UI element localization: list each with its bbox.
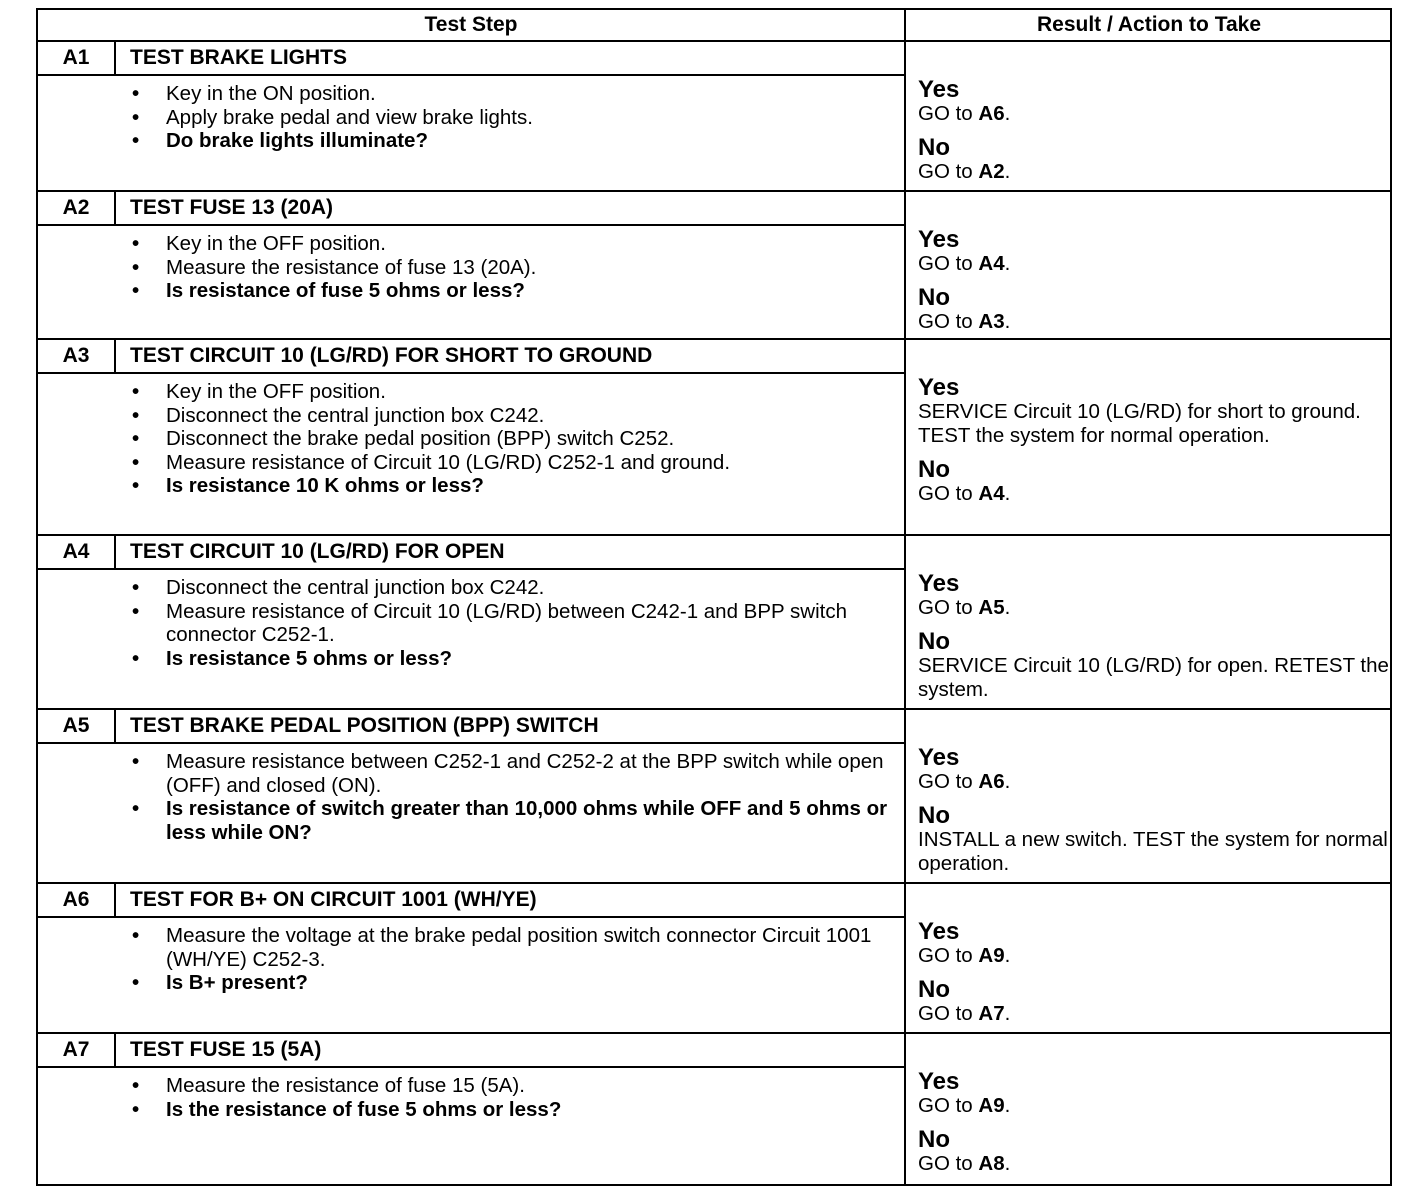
yes-action-text	[918, 102, 1390, 126]
step-title-bar	[38, 536, 904, 570]
step-instructions	[38, 340, 906, 534]
step-result	[906, 884, 1390, 1032]
yes-action-text	[918, 1094, 1390, 1118]
no-action-text	[918, 1152, 1390, 1176]
step-question: • Is B+ present?	[122, 971, 892, 995]
step-question: • Is resistance 10 K ohms or less?	[122, 474, 892, 498]
action-text: SERVICE Circuit 10 (LG/RD) for short to ground. TEST the system for normal operation.	[918, 400, 1361, 447]
step-row-a1	[38, 42, 1390, 192]
step-bullet-list	[122, 82, 892, 153]
yes-result	[918, 228, 1390, 276]
yes-label: Yes	[918, 570, 960, 597]
no-action-text	[918, 828, 1390, 876]
step-result	[906, 710, 1390, 882]
action-text: GO to	[918, 1094, 979, 1117]
step-instruction: • Measure the resistance of fuse 15 (5A).	[122, 1074, 892, 1098]
step-instruction: • Measure the resistance of fuse 13 (20A).	[122, 256, 892, 280]
step-title-bar	[38, 710, 904, 744]
step-question: • Do brake lights illuminate?	[122, 129, 892, 153]
action-text: GO to	[918, 770, 979, 793]
action-tail: .	[1004, 102, 1011, 125]
step-id: A4	[38, 536, 116, 568]
action-tail: .	[1004, 482, 1011, 505]
step-reference: A2	[978, 160, 1005, 183]
step-instruction: • Disconnect the central junction box C242.	[122, 404, 892, 428]
no-label: No	[918, 134, 950, 161]
no-result	[918, 136, 1390, 184]
step-row-a4	[38, 536, 1390, 710]
step-instruction: • Disconnect the brake pedal position (BPP) switch C252.	[122, 427, 892, 451]
yes-result	[918, 1070, 1390, 1118]
yes-label: Yes	[918, 1068, 960, 1095]
step-reference: A6	[978, 770, 1005, 793]
step-reference: A4	[978, 482, 1005, 505]
step-reference: A6	[978, 102, 1005, 125]
step-instructions	[38, 536, 906, 708]
step-id: A1	[38, 42, 116, 74]
yes-action-text	[918, 770, 1390, 794]
no-action-text	[918, 1002, 1390, 1026]
step-row-a2	[38, 192, 1390, 340]
action-text: GO to	[918, 596, 979, 619]
no-label: No	[918, 456, 950, 483]
yes-action-text	[918, 252, 1390, 276]
step-question: • Is resistance of fuse 5 ohms or less?	[122, 279, 892, 303]
no-action-text	[918, 654, 1390, 702]
step-bullet-list	[122, 750, 892, 844]
step-instructions	[38, 710, 906, 882]
step-question: • Is the resistance of fuse 5 ohms or less?	[122, 1098, 892, 1122]
step-id: A6	[38, 884, 116, 916]
yes-action-text	[918, 400, 1390, 448]
yes-label: Yes	[918, 374, 960, 401]
step-title-bar	[38, 42, 904, 76]
yes-result	[918, 78, 1390, 126]
step-title-bar	[38, 192, 904, 226]
no-label: No	[918, 802, 950, 829]
step-instruction: • Key in the ON position.	[122, 82, 892, 106]
step-question: • Is resistance 5 ohms or less?	[122, 647, 892, 671]
action-tail: .	[1004, 1094, 1011, 1117]
no-action-text	[918, 310, 1390, 334]
action-text: SERVICE Circuit 10 (LG/RD) for open. RETEST the system.	[918, 654, 1389, 701]
step-id: A7	[38, 1034, 116, 1066]
step-title: TEST FOR B+ ON CIRCUIT 1001 (WH/YE)	[130, 888, 537, 911]
action-tail: .	[1004, 1152, 1011, 1175]
step-instructions	[38, 1034, 906, 1186]
step-bullet-list	[122, 1074, 892, 1121]
step-reference: A9	[978, 944, 1005, 967]
yes-label: Yes	[918, 744, 960, 771]
step-row-a7	[38, 1034, 1390, 1186]
action-text: GO to	[918, 160, 979, 183]
yes-label: Yes	[918, 918, 960, 945]
step-id: A3	[38, 340, 116, 372]
diagnostic-table	[36, 8, 1392, 1186]
action-text: INSTALL a new switch. TEST the system for normal operation.	[918, 828, 1388, 875]
no-result	[918, 458, 1390, 506]
step-result	[906, 192, 1390, 338]
action-tail: .	[1004, 252, 1011, 275]
step-id: A2	[38, 192, 116, 224]
step-row-a6	[38, 884, 1390, 1034]
yes-label: Yes	[918, 226, 960, 253]
action-text: GO to	[918, 252, 979, 275]
step-instruction: • Apply brake pedal and view brake lights.	[122, 106, 892, 130]
action-text: GO to	[918, 102, 979, 125]
step-reference: A9	[978, 1094, 1005, 1117]
step-result	[906, 1034, 1390, 1186]
no-result	[918, 978, 1390, 1026]
step-reference: A7	[978, 1002, 1005, 1025]
step-bullet-list	[122, 924, 892, 995]
no-label: No	[918, 284, 950, 311]
step-instruction: • Measure the voltage at the brake pedal position switch connector Circuit 1001 (WH/YE) C252-3.	[122, 924, 892, 971]
step-question: • Is resistance of switch greater than 10,000 ohms while OFF and 5 ohms or less while ON?	[122, 797, 892, 844]
step-title-bar	[38, 340, 904, 374]
no-label: No	[918, 628, 950, 655]
no-result	[918, 804, 1390, 876]
header-test-step: Test Step	[38, 10, 906, 40]
step-reference: A3	[978, 310, 1005, 333]
step-instruction: • Measure resistance between C252-1 and C252-2 at the BPP switch while open (OFF) and closed (ON).	[122, 750, 892, 797]
no-result	[918, 630, 1390, 702]
step-instruction: • Key in the OFF position.	[122, 380, 892, 404]
step-row-a3	[38, 340, 1390, 536]
yes-result	[918, 920, 1390, 968]
no-label: No	[918, 1126, 950, 1153]
step-instructions	[38, 192, 906, 338]
step-title: TEST FUSE 13 (20A)	[130, 196, 334, 219]
action-text: GO to	[918, 482, 979, 505]
step-reference: A8	[978, 1152, 1005, 1175]
no-label: No	[918, 976, 950, 1003]
step-bullet-list	[122, 380, 892, 498]
action-text: GO to	[918, 1002, 979, 1025]
yes-action-text	[918, 596, 1390, 620]
step-title: TEST CIRCUIT 10 (LG/RD) FOR OPEN	[130, 540, 505, 563]
action-tail: .	[1004, 160, 1011, 183]
action-text: GO to	[918, 1152, 979, 1175]
table-header	[38, 10, 1390, 42]
action-tail: .	[1004, 1002, 1011, 1025]
step-title: TEST CIRCUIT 10 (LG/RD) FOR SHORT TO GROUND	[130, 344, 653, 367]
step-title: TEST BRAKE LIGHTS	[130, 46, 348, 69]
step-result	[906, 536, 1390, 708]
no-action-text	[918, 482, 1390, 506]
step-id: A5	[38, 710, 116, 742]
step-instruction: • Key in the OFF position.	[122, 232, 892, 256]
action-text: GO to	[918, 310, 979, 333]
step-bullet-list	[122, 232, 892, 303]
no-result	[918, 1128, 1390, 1176]
no-result	[918, 286, 1390, 334]
no-action-text	[918, 160, 1390, 184]
step-instruction: • Measure resistance of Circuit 10 (LG/RD) C252-1 and ground.	[122, 451, 892, 475]
action-tail: .	[1004, 310, 1011, 333]
step-row-a5	[38, 710, 1390, 884]
step-result	[906, 42, 1390, 190]
step-instructions	[38, 42, 906, 190]
yes-result	[918, 572, 1390, 620]
yes-result	[918, 746, 1390, 794]
yes-result	[918, 376, 1390, 448]
step-title: TEST FUSE 15 (5A)	[130, 1038, 322, 1061]
step-instruction: • Disconnect the central junction box C242.	[122, 576, 892, 600]
header-result-action: Result / Action to Take	[1036, 13, 1262, 36]
action-text: GO to	[918, 944, 979, 967]
step-title-bar	[38, 884, 904, 918]
step-instructions	[38, 884, 906, 1032]
step-result	[906, 340, 1390, 534]
action-tail: .	[1004, 596, 1011, 619]
step-instruction: • Measure resistance of Circuit 10 (LG/RD) between C242-1 and BPP switch connector C252-1.	[122, 600, 892, 647]
step-title-bar	[38, 1034, 904, 1068]
step-bullet-list	[122, 576, 892, 670]
step-title: TEST BRAKE PEDAL POSITION (BPP) SWITCH	[130, 714, 599, 737]
step-reference: A4	[978, 252, 1005, 275]
yes-label: Yes	[918, 76, 960, 103]
step-reference: A5	[978, 596, 1005, 619]
yes-action-text	[918, 944, 1390, 968]
action-tail: .	[1004, 944, 1011, 967]
action-tail: .	[1004, 770, 1011, 793]
